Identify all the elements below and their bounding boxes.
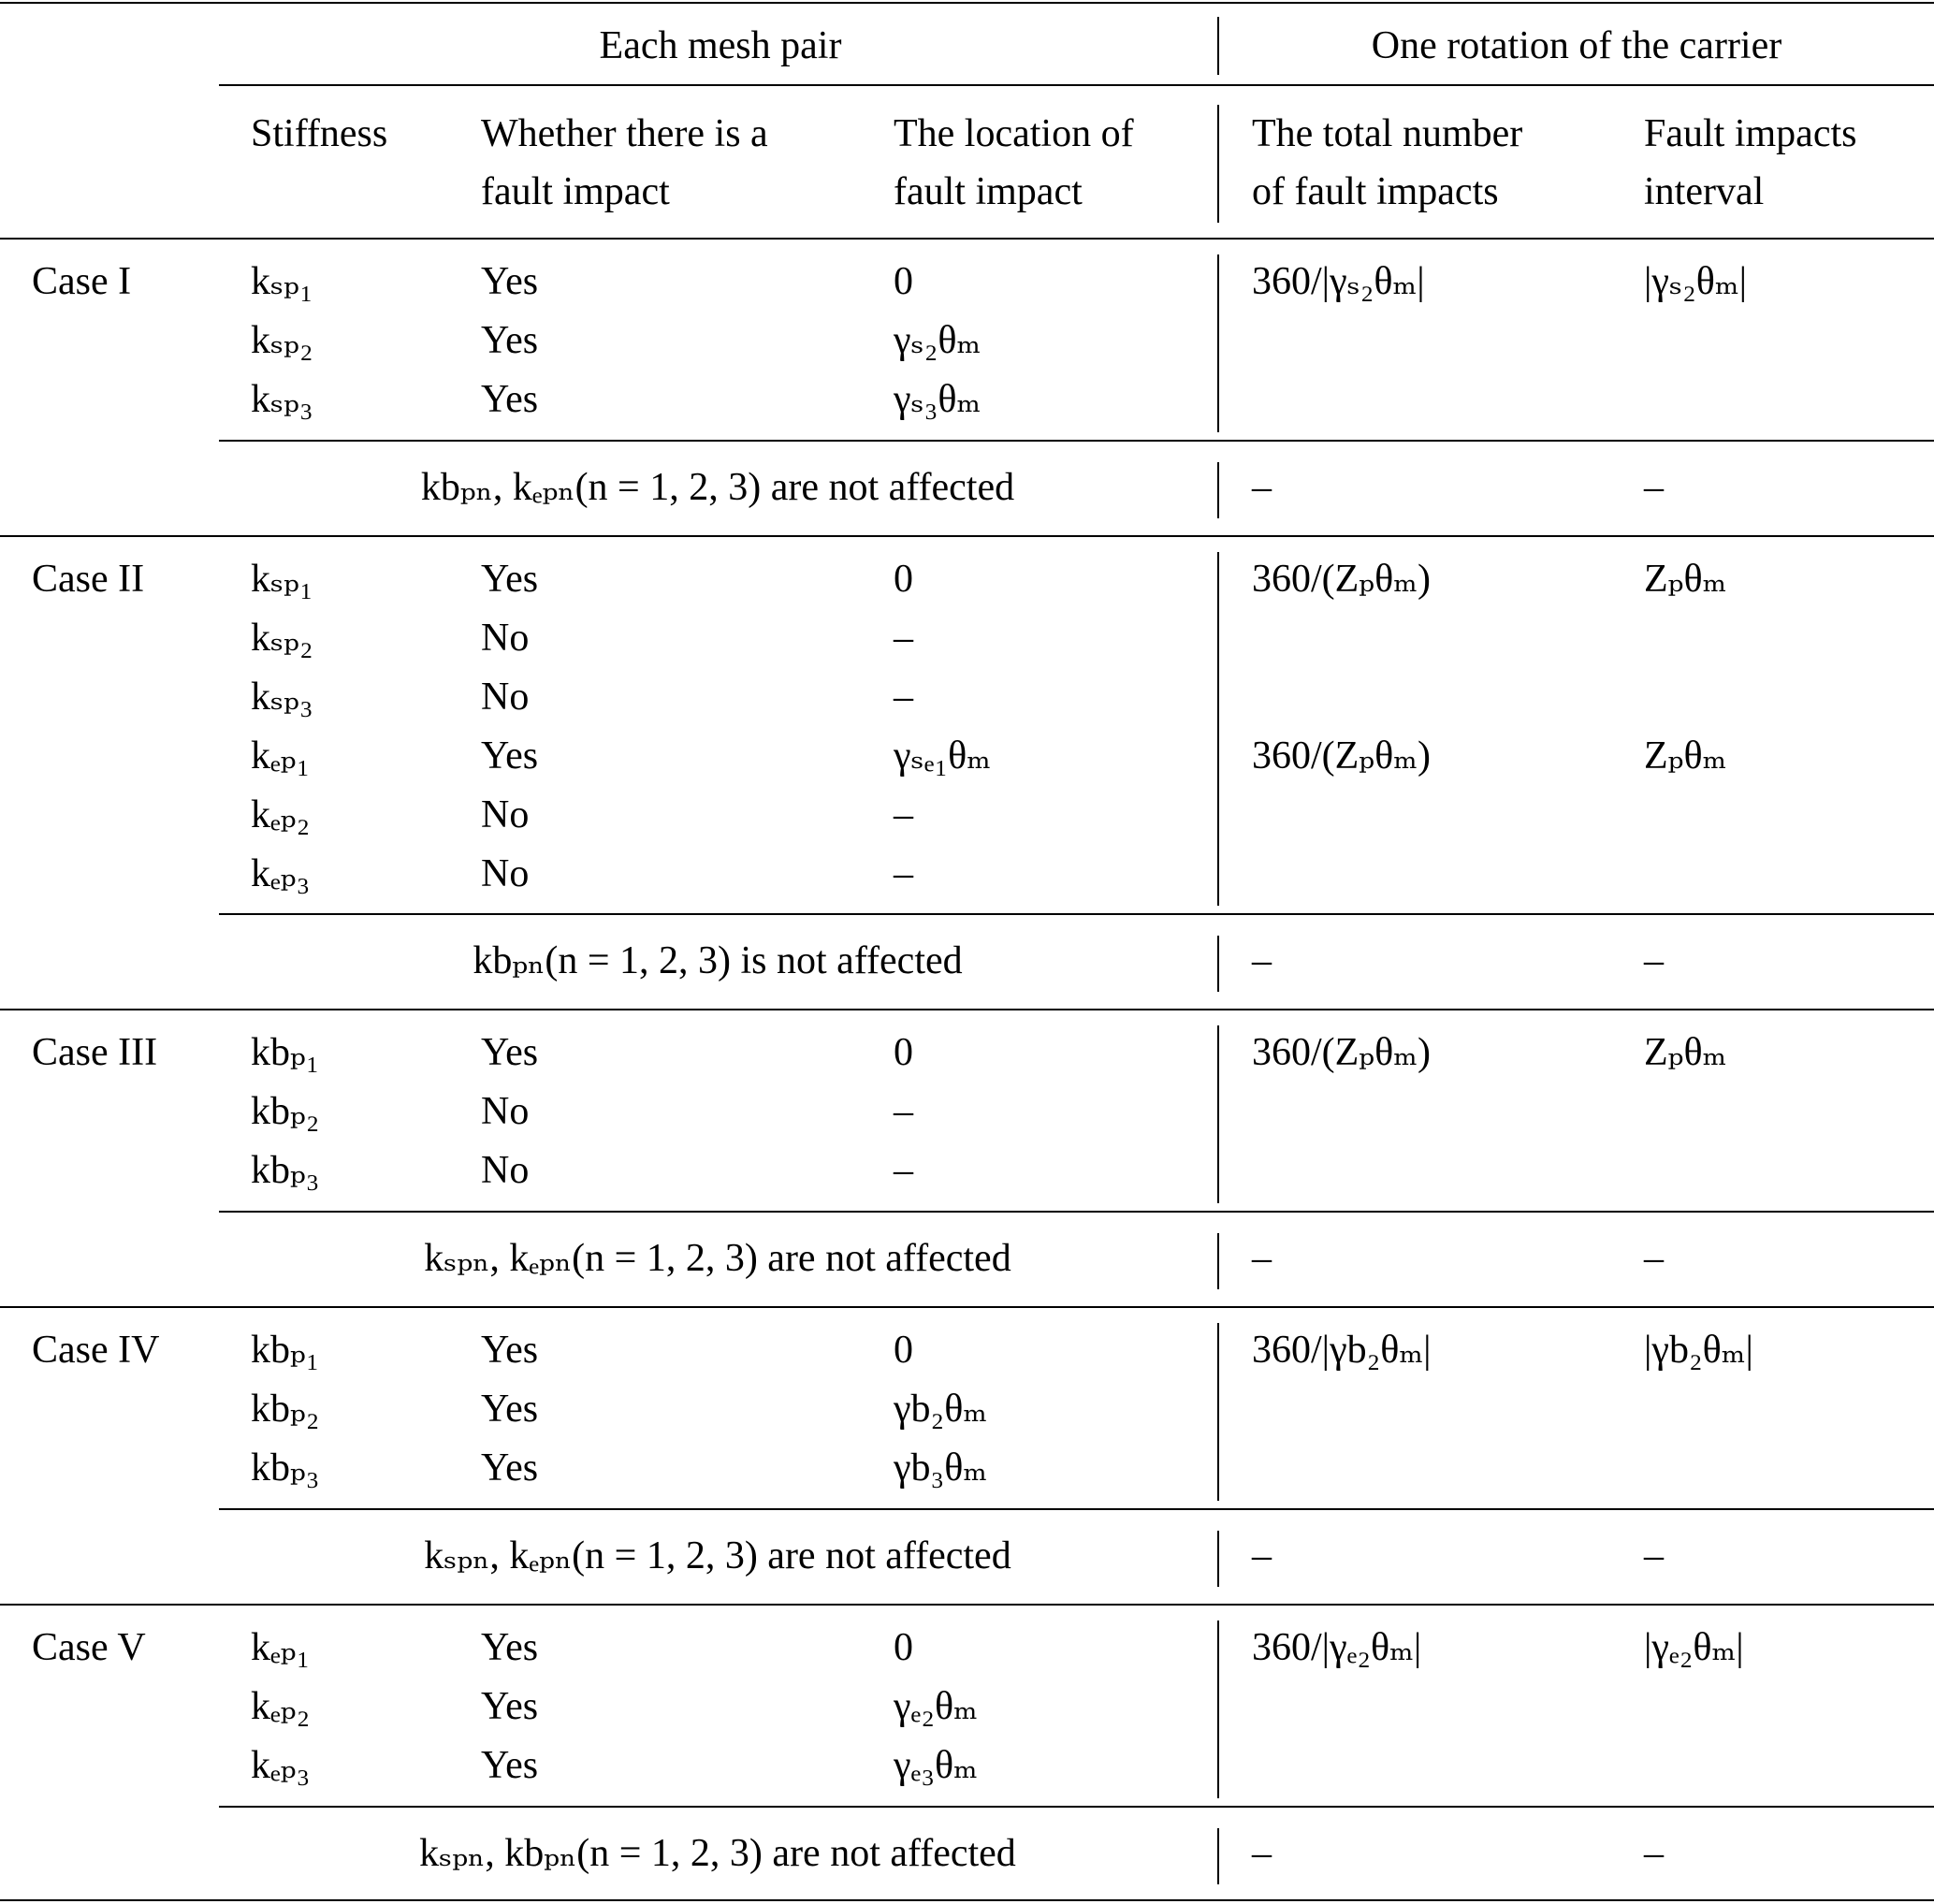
interval-cell: |γₛ₂θₘ| xyxy=(1644,260,1748,303)
total-cell: 360/(Zₚθₘ) xyxy=(1252,558,1431,601)
location-cell: 0 xyxy=(894,558,913,601)
location-cell: – xyxy=(894,676,913,719)
location-cell: γₛ₃θₘ xyxy=(894,378,982,421)
case-label: Case III xyxy=(32,1031,158,1074)
fault-cell: Yes xyxy=(481,378,539,421)
stiffness-cell: kₛₚ₃ xyxy=(251,676,313,719)
stiffness-cell: kₑₚ₁ xyxy=(251,1626,311,1669)
not-affected-note: kₛₚₙ, kₑₚₙ(n = 1, 2, 3) are not affected xyxy=(424,1534,1011,1577)
total-cell: 360/(Zₚθₘ) xyxy=(1252,734,1431,778)
stiffness-cell: kₑₚ₂ xyxy=(251,1685,311,1728)
column-divider xyxy=(1217,1323,1219,1501)
col-header-interval-line1: Fault impacts xyxy=(1644,112,1857,155)
stiffness-cell: kbₚ₁ xyxy=(251,1329,320,1372)
stiffness-cell: kbₚ₁ xyxy=(251,1031,320,1074)
top-rule xyxy=(0,2,1934,4)
col-header-fault-impact-line2: fault impact xyxy=(481,170,670,213)
note-total-cell: – xyxy=(1252,1832,1272,1875)
stiffness-cell: kₛₚ₂ xyxy=(251,319,313,362)
fault-cell: Yes xyxy=(481,1446,539,1490)
location-cell: 0 xyxy=(894,1329,913,1372)
fault-cell: No xyxy=(481,676,530,719)
fault-cell: No xyxy=(481,793,530,836)
column-divider xyxy=(1217,936,1219,992)
fault-cell: No xyxy=(481,617,530,660)
group-divider xyxy=(1217,17,1219,75)
stiffness-cell: kbₚ₃ xyxy=(251,1446,320,1490)
note-interval-cell: – xyxy=(1644,939,1664,982)
case-rule xyxy=(0,1009,1934,1010)
location-cell: – xyxy=(894,617,913,660)
stiffness-cell: kₛₚ₁ xyxy=(251,558,313,601)
section-rule xyxy=(219,913,1934,915)
stiffness-cell: kₛₚ₃ xyxy=(251,378,313,421)
col-header-stiffness: Stiffness xyxy=(251,112,388,155)
stiffness-cell: kbₚ₃ xyxy=(251,1149,320,1192)
location-cell: – xyxy=(894,1149,913,1192)
column-divider xyxy=(1217,1025,1219,1203)
case-label: Case IV xyxy=(32,1329,160,1372)
column-divider xyxy=(1217,1531,1219,1587)
fault-cell: Yes xyxy=(481,260,539,303)
total-cell: 360/(Zₚθₘ) xyxy=(1252,1031,1431,1074)
stiffness-cell: kbₚ₂ xyxy=(251,1090,320,1133)
not-affected-note: kbₚₙ(n = 1, 2, 3) is not affected xyxy=(473,939,963,982)
stiffness-cell: kₛₚ₂ xyxy=(251,617,313,660)
case-rule xyxy=(0,535,1934,537)
column-divider xyxy=(1217,1621,1219,1798)
column-divider xyxy=(1217,1233,1219,1289)
note-interval-cell: – xyxy=(1644,1832,1664,1875)
case-label: Case II xyxy=(32,558,145,601)
note-interval-cell: – xyxy=(1644,1534,1664,1577)
location-cell: γₛ₂θₘ xyxy=(894,319,982,362)
total-cell: 360/|γb₂θₘ| xyxy=(1252,1329,1432,1372)
not-affected-note: kₛₚₙ, kbₚₙ(n = 1, 2, 3) are not affected xyxy=(419,1832,1016,1875)
group-header-mesh-pair: Each mesh pair xyxy=(599,24,842,67)
section-rule xyxy=(219,1211,1934,1213)
col-header-interval-line2: interval xyxy=(1644,170,1765,213)
case-rule xyxy=(0,1604,1934,1606)
total-cell: 360/|γₛ₂θₘ| xyxy=(1252,260,1425,303)
fault-cell: Yes xyxy=(481,558,539,601)
col-header-location-line1: The location of xyxy=(894,112,1134,155)
fault-cell: No xyxy=(481,852,530,895)
group-underline xyxy=(219,84,1934,86)
location-cell: – xyxy=(894,852,913,895)
bottom-rule xyxy=(0,1899,1934,1901)
case-rule xyxy=(0,1306,1934,1308)
section-rule xyxy=(219,1508,1934,1510)
fault-cell: Yes xyxy=(481,1744,539,1787)
location-cell: γₑ₂θₘ xyxy=(894,1685,978,1728)
fault-cell: Yes xyxy=(481,1031,539,1074)
location-cell: γₛₑ₁θₘ xyxy=(894,734,991,778)
section-rule xyxy=(219,440,1934,442)
fault-cell: Yes xyxy=(481,1626,539,1669)
col-header-location-line2: fault impact xyxy=(894,170,1083,213)
stiffness-cell: kₑₚ₁ xyxy=(251,734,311,778)
note-interval-cell: – xyxy=(1644,1237,1664,1280)
column-divider xyxy=(1217,1828,1219,1884)
case-label: Case V xyxy=(32,1626,146,1669)
column-divider xyxy=(1217,462,1219,518)
location-cell: 0 xyxy=(894,1626,913,1669)
location-cell: γb₂θₘ xyxy=(894,1388,988,1431)
interval-cell: Zₚθₘ xyxy=(1644,558,1727,601)
location-cell: γₑ₃θₘ xyxy=(894,1744,978,1787)
stiffness-cell: kₑₚ₂ xyxy=(251,793,311,836)
location-cell: 0 xyxy=(894,1031,913,1074)
stiffness-cell: kbₚ₂ xyxy=(251,1388,320,1431)
location-cell: – xyxy=(894,1090,913,1133)
note-total-cell: – xyxy=(1252,939,1272,982)
column-divider xyxy=(1217,552,1219,906)
interval-cell: Zₚθₘ xyxy=(1644,1031,1727,1074)
interval-cell: Zₚθₘ xyxy=(1644,734,1727,778)
fault-cell: Yes xyxy=(481,1329,539,1372)
total-cell: 360/|γₑ₂θₘ| xyxy=(1252,1626,1422,1669)
fault-cell: Yes xyxy=(481,1685,539,1728)
interval-cell: |γₑ₂θₘ| xyxy=(1644,1626,1744,1669)
col-header-fault-impact-line1: Whether there is a xyxy=(481,112,768,155)
stiffness-cell: kₑₚ₃ xyxy=(251,852,311,895)
not-affected-note: kbₚₙ, kₑₚₙ(n = 1, 2, 3) are not affected xyxy=(420,466,1015,509)
note-interval-cell: – xyxy=(1644,466,1664,509)
stiffness-cell: kₑₚ₃ xyxy=(251,1744,311,1787)
fault-cell: No xyxy=(481,1149,530,1192)
fault-cell: Yes xyxy=(481,734,539,778)
fault-cell: Yes xyxy=(481,319,539,362)
note-total-cell: – xyxy=(1252,1237,1272,1280)
fault-cell: Yes xyxy=(481,1388,539,1431)
header-rule xyxy=(0,238,1934,240)
not-affected-note: kₛₚₙ, kₑₚₙ(n = 1, 2, 3) are not affected xyxy=(424,1237,1011,1280)
case-label: Case I xyxy=(32,260,132,303)
column-divider xyxy=(1217,254,1219,432)
header-divider xyxy=(1217,105,1219,223)
location-cell: γb₃θₘ xyxy=(894,1446,988,1490)
note-total-cell: – xyxy=(1252,466,1272,509)
fault-cell: No xyxy=(481,1090,530,1133)
note-total-cell: – xyxy=(1252,1534,1272,1577)
section-rule xyxy=(219,1806,1934,1808)
col-header-total-line2: of fault impacts xyxy=(1252,170,1499,213)
group-header-carrier-rotation: One rotation of the carrier xyxy=(1371,24,1782,67)
location-cell: – xyxy=(894,793,913,836)
interval-cell: |γb₂θₘ| xyxy=(1644,1329,1753,1372)
stiffness-cell: kₛₚ₁ xyxy=(251,260,313,303)
col-header-total-line1: The total number xyxy=(1252,112,1523,155)
location-cell: 0 xyxy=(894,260,913,303)
